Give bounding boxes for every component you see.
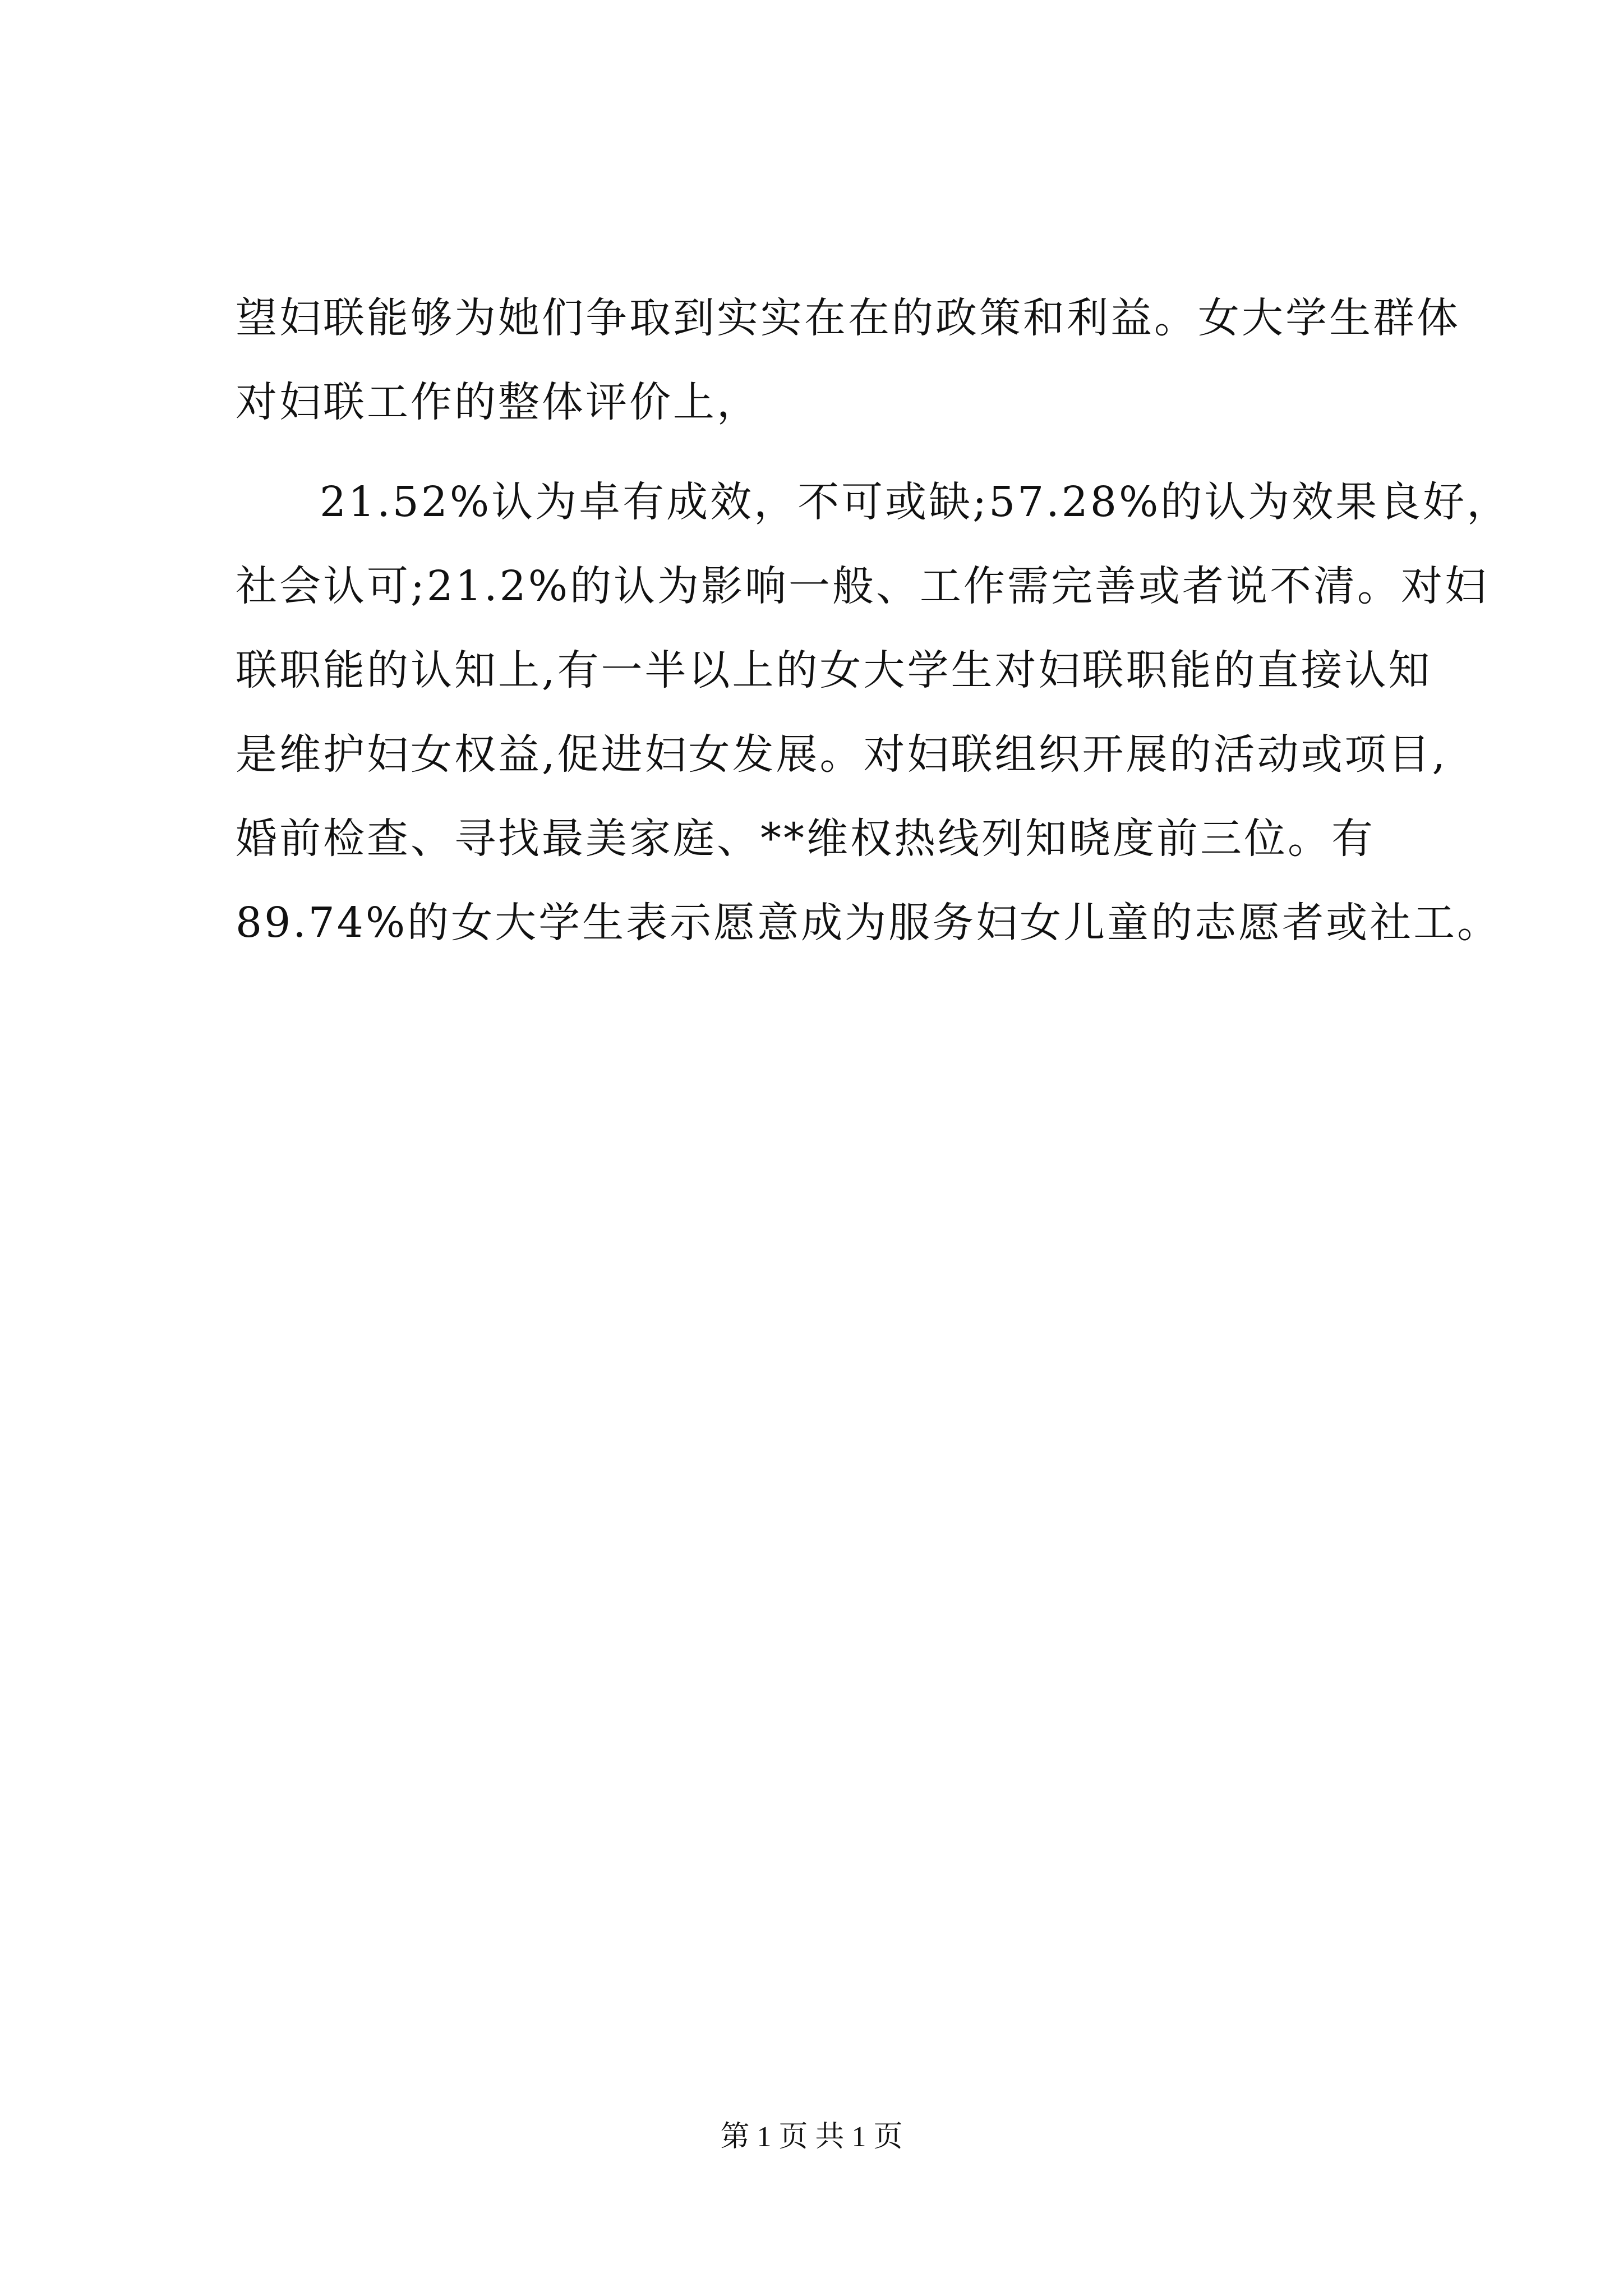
text-line: 婚前检查、寻找最美家庭、**维权热线列知晓度前三位。有 xyxy=(236,815,1375,863)
text-line: 联职能的认知上,有一半以上的女大学生对妇联职能的直接认知 xyxy=(236,646,1432,694)
text-line: 对妇联工作的整体评价上， xyxy=(236,378,760,426)
document-body xyxy=(236,294,1511,947)
text-line: 社会认可;21.2%的认为影响一般、工作需完善或者说不清。对妇 xyxy=(236,562,1489,610)
text-line: 望妇联能够为她们争取到实实在在的政策和利益。女大学生群体 xyxy=(236,294,1460,342)
text-line: 89.74%的女大学生表示愿意成为服务妇女儿童的志愿者或社工。 xyxy=(236,899,1501,947)
paragraph-first-line: 21.52%认为卓有成效，不可或缺;57.28%的认为效果良好， xyxy=(320,478,1511,526)
text-line: 是维护妇女权益,促进妇女发展。对妇联组织开展的活动或项目, xyxy=(236,730,1448,779)
page-footer: 第 1 页 共 1 页 xyxy=(720,2121,903,2153)
